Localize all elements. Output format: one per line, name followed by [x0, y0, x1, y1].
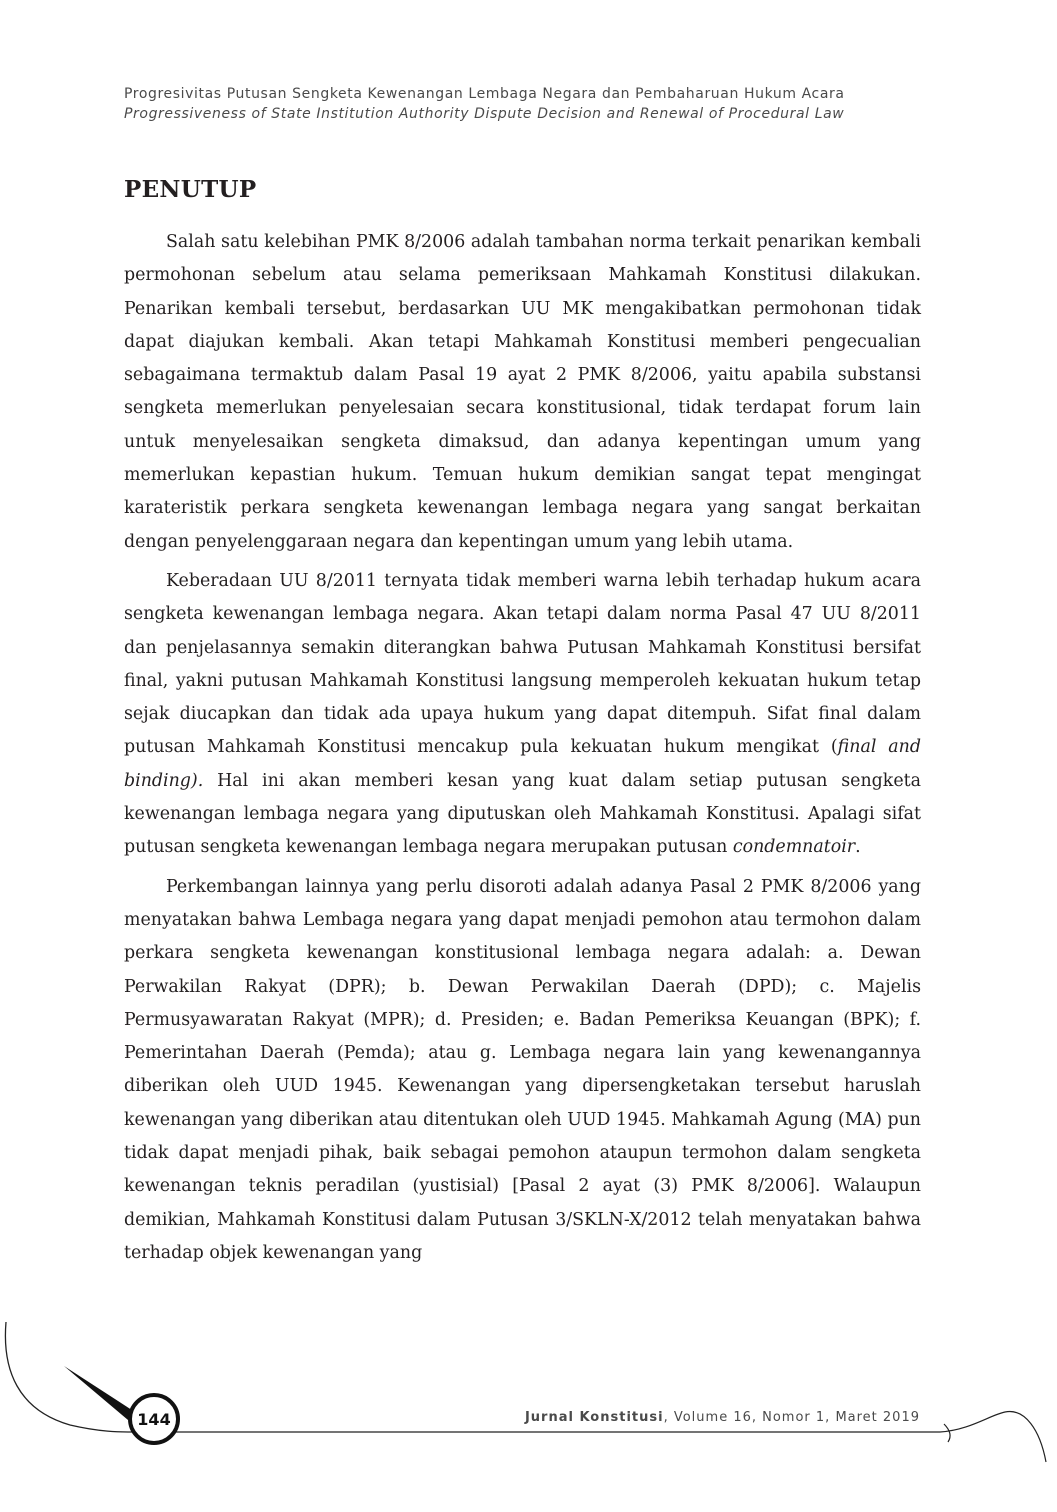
- paragraph-2-text-c: .: [855, 837, 861, 858]
- body-text: [124, 226, 921, 1276]
- paragraph-1: Salah satu kelebihan PMK 8/2006 adalah tambahan norma terkait penarikan kembali permohonan sebelum atau selama pemeriksaan Mahkamah Konstitusi dilakukan. Penarikan kembali tersebut, berdasarkan UU MK mengakibatkan permohonan tidak dapat diajukan kembali. Akan tetapi Mahkamah Konstitusi memberi pengecualian sebagaimana termaktub dalam Pasal 19 ayat 2 PMK 8/2006, yaitu apabila substansi sengketa memerlukan penyelesaian secara konstitusional, tidak terdapat forum lain untuk menyelesaikan sengketa dimaksud, dan adanya kepentingan umum yang memerlukan kepastian hukum. Temuan hukum demikian sangat tepat mengingat karateristik perkara sengketa kewenangan lembaga negara yang sangat berkaitan dengan penyelenggaraan negara dan kepentingan umum yang lebih utama.: [124, 232, 921, 552]
- paragraph-2-italic-condemnatoir: condemnatoir: [732, 837, 856, 858]
- journal-issue: , Volume 16, Nomor 1, Maret 2019: [663, 1410, 920, 1425]
- paragraph-2-italic-final-and-binding: final and binding).: [124, 737, 921, 791]
- journal-info: [520, 1408, 920, 1428]
- footer-right-tick: [944, 1424, 950, 1442]
- section-title: PENUTUP: [124, 176, 257, 203]
- paragraph-2-text-a: Keberadaan UU 8/2011 ternyata tidak memberi warna lebih terhadap hukum acara sengketa kewenangan lembaga negara. Akan tetapi dalam norma Pasal 47 UU 8/2011 dan penjelasannya semakin diterangkan bahwa Putusan Mahkamah Konstitusi bersifat final, yakni putusan Mahkamah Konstitusi langsung memperoleh kekuatan hukum tetap sejak diucapkan dan tidak ada upaya hukum yang dapat ditempuh. Sifat final dalam putusan Mahkamah Konstitusi mencakup pula kekuatan hukum mengikat (: [124, 570, 921, 758]
- footer-left-curve: [5, 1322, 130, 1432]
- footer-right-curve: [940, 1412, 1046, 1462]
- paragraph-2-text-b: Hal ini akan memberi kesan yang kuat dalam setiap putusan sengketa kewenangan lembaga negara yang diputuskan oleh Mahkamah Konstitusi. Apalagi sifat putusan sengketa kewenangan lembaga negara merupakan putusan: [124, 770, 921, 858]
- page-number: 144: [128, 1393, 180, 1445]
- running-head: [124, 84, 924, 124]
- paragraph-2: [124, 565, 921, 865]
- paragraph-3: Perkembangan lainnya yang perlu disoroti adalah adanya Pasal 2 PMK 8/2006 yang menyatakan bahwa Lembaga negara yang dapat menjadi pemohon atau termohon dalam perkara sengketa kewenangan konstitusional lembaga negara adalah: a. Dewan Perwakilan Rakyat (DPR); b. Dewan Perwakilan Daerah (DPD); c. Majelis Permusyawaratan Rakyat (MPR); d. Presiden; e. Badan Pemeriksa Keuangan (BPK); f. Pemerintahan Daerah (Pemda); atau g. Lembaga negara lain yang kewenangannya diberikan oleh UUD 1945. Kewenangan yang dipersengketakan tersebut haruslah kewenangan yang diberikan atau ditentukan oleh UUD 1945. Mahkamah Agung (MA) pun tidak dapat menjadi pihak, baik sebagai pemohon ataupun termohon dalam sengketa kewenangan teknis peradilan (yustisial) [Pasal 2 ayat (3) PMK 8/2006]. Walaupun demikian, Mahkamah Konstitusi dalam Putusan 3/SKLN-X/2012 telah menyatakan bahwa terhadap objek kewenangan yang: [124, 876, 921, 1263]
- running-head-indonesian: Progresivitas Putusan Sengketa Kewenangan Lembaga Negara dan Pembaharuan Hukum Acara: [124, 86, 845, 102]
- running-head-english: Progressiveness of State Institution Authority Dispute Decision and Renewal of Procedural Law: [124, 106, 845, 122]
- journal-name: Jurnal Konstitusi: [524, 1410, 664, 1425]
- footer-pointer-shape: [64, 1366, 135, 1420]
